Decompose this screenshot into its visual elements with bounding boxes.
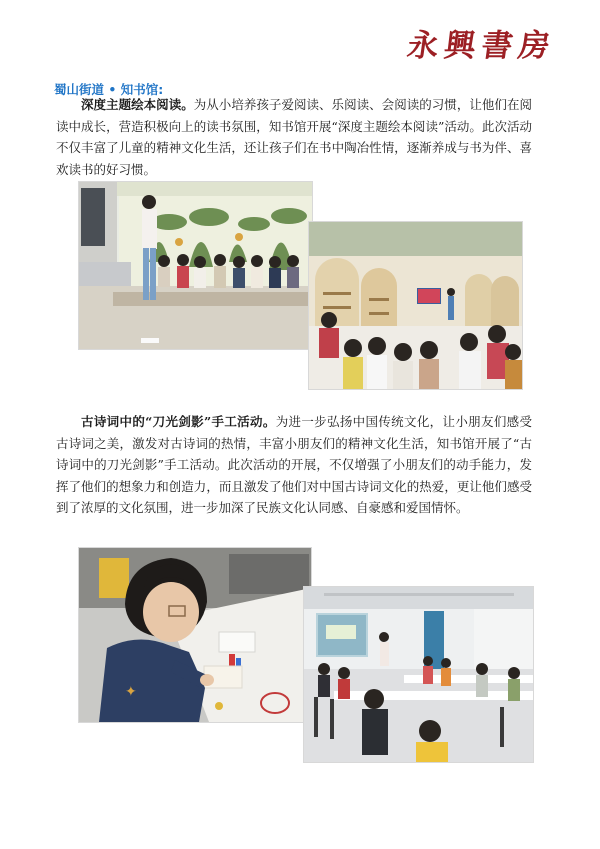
paragraph-body: 为从小培养孩子爱阅读、乐阅读、会阅读的习惯，让他们在阅读中成长，营造积极向上的读书氛围，知书馆开展“深度主题绘本阅读”活动。此次活动不仅丰富了儿童的精神文化生活，还让孩子们在书中陶冶性情，逐渐养成与书为伴、喜欢读书的好习惯。 bbox=[56, 97, 532, 177]
photo-reading-room-audience bbox=[308, 221, 523, 390]
jacket-embroidery: ✦ bbox=[125, 684, 137, 700]
brand-logo: 永興書房 bbox=[404, 28, 559, 64]
section-label: 蜀山街道 • 知书馆: bbox=[54, 82, 164, 97]
paragraph-poetry-craft-activity bbox=[56, 411, 532, 519]
photo-boy-crafting bbox=[78, 547, 312, 723]
paragraph-lead: 深度主题绘本阅读。 bbox=[81, 97, 194, 112]
paragraph-lead: 古诗词中的“刀光剑影”手工活动。 bbox=[81, 414, 276, 429]
paragraph-picture-book-reading bbox=[56, 94, 532, 180]
photo-storytelling-session bbox=[78, 181, 313, 350]
paragraph-body: 为进一步弘扬中国传统文化，让小朋友们感受古诗词之美，激发对古诗词的热情，丰富小朋友们的精神文化生活，知书馆开展了“古诗词中的刀光剑影”手工活动。此次活动的开展，不仅增强了小朋友们的动手能力，发挥了他们的想象力和创造力，而且激发了他们对中国古诗词文化的热爱，更让他们感受到了浓厚的文化氛围，进一步加深了民族文化认同感、自豪感和爱国情怀。 bbox=[56, 414, 532, 515]
photo-classroom-lesson bbox=[303, 586, 534, 763]
